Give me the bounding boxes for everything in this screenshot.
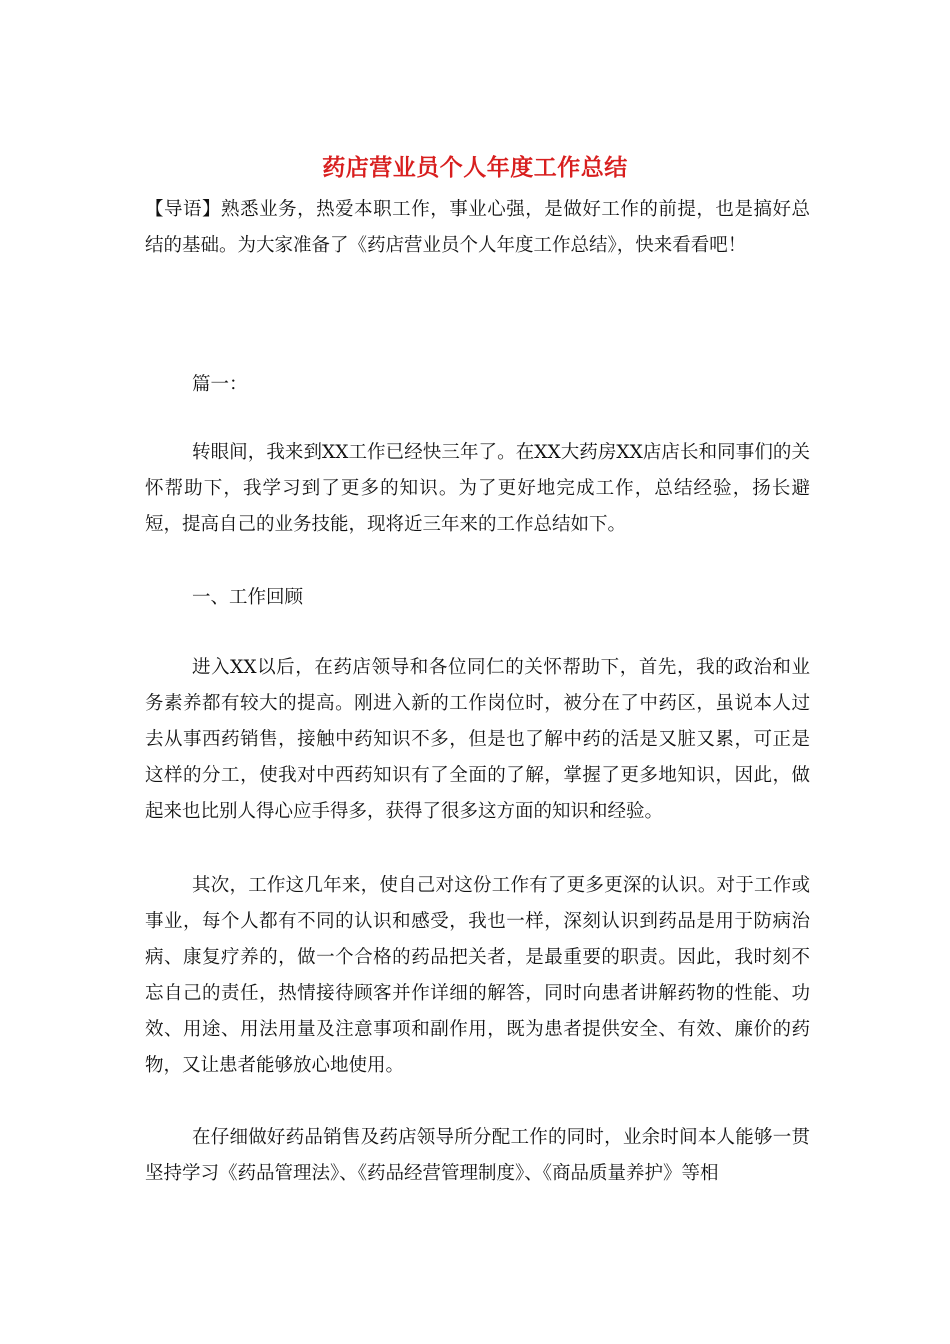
body-paragraph-2: 进入XX以后，在药店领导和各位同仁的关怀帮助下，首先，我的政治和业务素养都有较大的提高。刚进入新的工作岗位时，被分在了中药区，虽说本人过去从事西药销售，接触中药知识不多，但是也了解中药的活是又脏又累，可正是这样的分工，使我对中西药知识有了全面的了解，掌握了更多地知识，因此，做起来也比别人得心应手得多，获得了很多这方面的知识和经验。: [145, 657, 810, 822]
intro-paragraph: 【导语】熟悉业务，热爱本职工作，事业心强，是做好工作的前提，也是搞好总结的基础。为大家准备了《药店营业员个人年度工作总结》，快来看看吧！: [145, 199, 810, 256]
body-paragraph-4: 在仔细做好药品销售及药店领导所分配工作的同时，业余时间本人能够一贯坚持学习《药品管理法》、《药品经营管理制度》、《商品质量养护》等相: [145, 1127, 810, 1184]
body-paragraph-3: 其次，工作这几年来，使自己对这份工作有了更多更深的认识。对于工作或事业，每个人都有不同的认识和感受，我也一样，深刻认识到药品是用于防病治病、康复疗养的，做一个合格的药品把关者，是最重要的职责。因此，我时刻不忘自己的责任，热情接待顾客并作详细的解答，同时向患者讲解药物的性能、功效、用途、用法用量及注意事项和副作用，既为患者提供安全、有效、廉价的药物，又让患者能够放心地使用。: [145, 875, 810, 1076]
section-heading-1: 一、工作回顾: [192, 587, 304, 608]
part-heading: 篇一：: [192, 374, 248, 395]
body-paragraph-1: 转眼间，我来到XX工作已经快三年了。在XX大药房XX店店长和同事们的关怀帮助下，我学习到了更多的知识。为了更好地完成工作，总结经验，扬长避短，提高自己的业务技能，现将近三年来的工作总结如下。: [145, 442, 810, 535]
document-title: 药店营业员个人年度工作总结: [322, 154, 628, 181]
